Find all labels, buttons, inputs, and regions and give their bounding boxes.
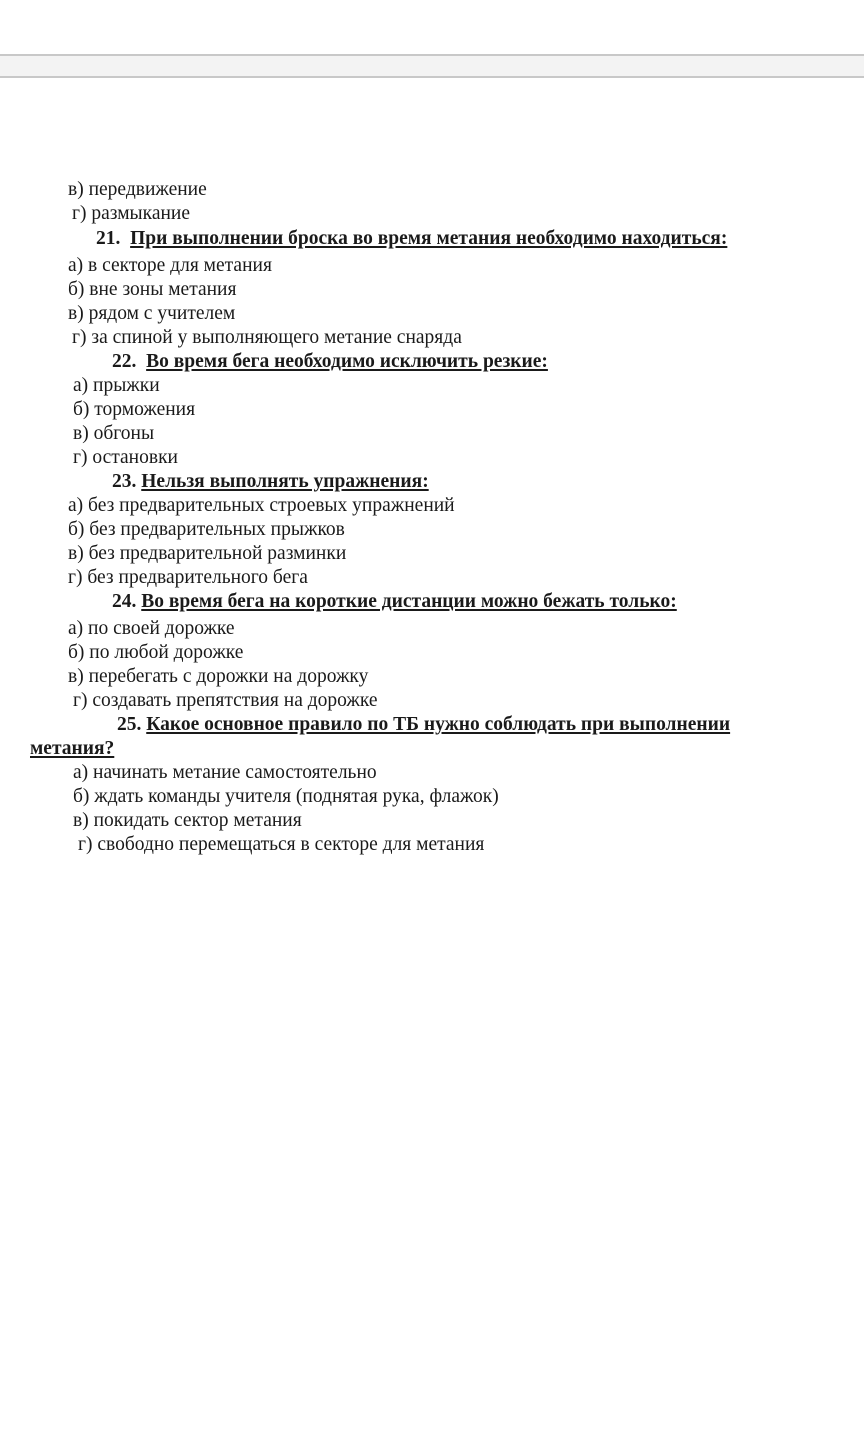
question-22-option-b: б) торможения bbox=[73, 399, 196, 420]
question-22-option-v: в) обгоны bbox=[73, 423, 155, 444]
question-23-option-v: в) без предварительной разминки bbox=[68, 543, 347, 564]
question-23-option-g: г) без предварительного бега bbox=[68, 567, 308, 588]
question-21-heading bbox=[96, 227, 727, 251]
question-24-option-g: г) создавать препятствия на дорожке bbox=[73, 690, 378, 711]
question-23-option-b: б) без предварительных прыжков bbox=[68, 519, 345, 540]
question-25-option-g: г) свободно перемещаться в секторе для метания bbox=[78, 834, 485, 855]
question-22-option-a: а) прыжки bbox=[73, 375, 160, 396]
question-21-option-a: а) в секторе для метания bbox=[68, 255, 272, 276]
question-23-text: Нельзя выполнять упражнения: bbox=[141, 471, 429, 492]
prev-option-g: г) размыкание bbox=[72, 203, 190, 224]
question-25-option-v: в) покидать сектор метания bbox=[73, 810, 302, 831]
question-21-option-v: в) рядом с учителем bbox=[68, 303, 236, 324]
question-24-text: Во время бега на короткие дистанции можно бежать только: bbox=[141, 591, 677, 612]
viewer-top-strip bbox=[0, 54, 864, 78]
prev-option-v: в) передвижение bbox=[68, 179, 207, 200]
question-24-heading bbox=[112, 590, 677, 614]
question-22-number: 22. bbox=[112, 351, 137, 372]
question-25-text-line2: метания? bbox=[30, 738, 115, 759]
question-23-heading bbox=[112, 470, 429, 494]
question-24-number: 24. bbox=[112, 591, 137, 612]
question-24-option-v: в) перебегать с дорожки на дорожку bbox=[68, 666, 369, 687]
question-25-number: 25. bbox=[117, 714, 142, 735]
question-21-option-g: г) за спиной у выполняющего метание снаряда bbox=[72, 327, 462, 348]
question-23-number: 23. bbox=[112, 471, 137, 492]
question-25-heading-cont bbox=[30, 737, 114, 761]
question-21-option-b: б) вне зоны метания bbox=[68, 279, 237, 300]
question-22-heading bbox=[112, 350, 548, 374]
question-25-heading bbox=[117, 713, 730, 737]
question-25-option-a: а) начинать метание самостоятельно bbox=[73, 762, 377, 783]
question-24-option-b: б) по любой дорожке bbox=[68, 642, 244, 663]
question-24-option-a: а) по своей дорожке bbox=[68, 618, 235, 639]
question-21-number: 21. bbox=[96, 228, 121, 249]
question-23-option-a: а) без предварительных строевых упражнений bbox=[68, 495, 455, 516]
question-22-text: Во время бега необходимо исключить резкие: bbox=[146, 351, 548, 372]
question-25-option-b: б) ждать команды учителя (поднятая рука, флажок) bbox=[73, 786, 499, 807]
question-25-text-line1: Какое основное правило по ТБ нужно соблюдать при выполнении bbox=[146, 714, 731, 735]
question-21-text: При выполнении броска во время метания необходимо находиться: bbox=[130, 228, 728, 249]
question-22-option-g: г) остановки bbox=[73, 447, 178, 468]
